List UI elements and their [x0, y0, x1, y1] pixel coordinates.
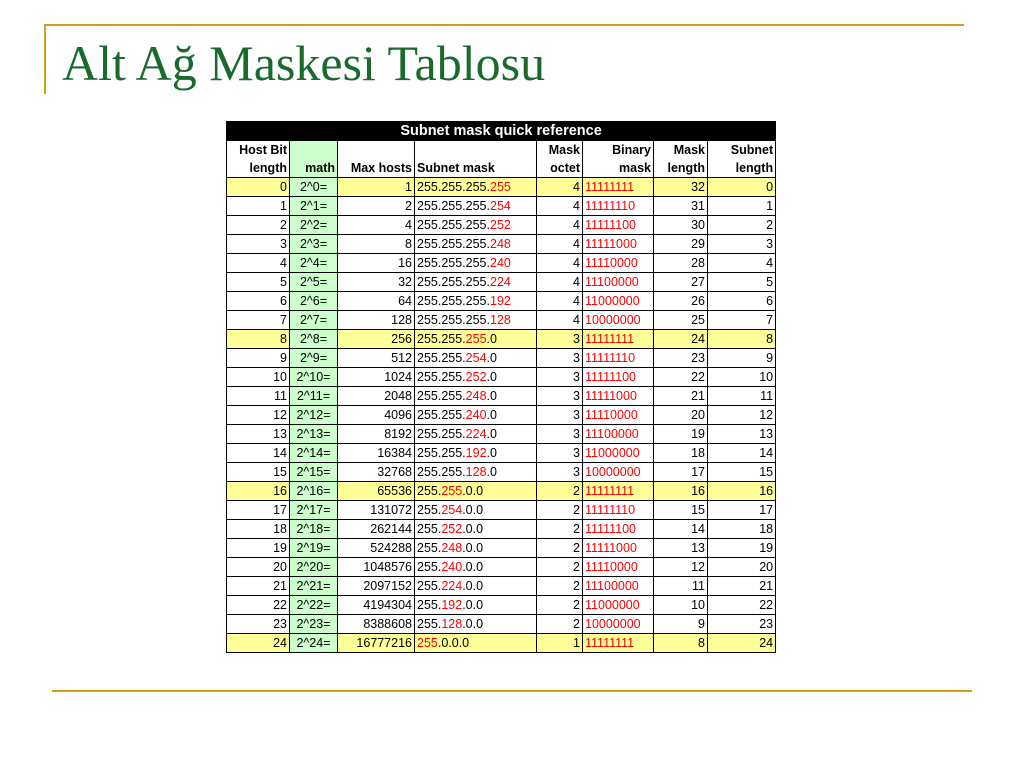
accent-line-top [44, 24, 964, 26]
cell-host-bit-length: 3 [227, 235, 290, 254]
cell-subnet-mask: 255.255.224.0 [415, 425, 537, 444]
cell-host-bit-length: 18 [227, 520, 290, 539]
cell-max-hosts: 4096 [338, 406, 415, 425]
cell-subnet-length: 19 [708, 539, 776, 558]
cell-host-bit-length: 19 [227, 539, 290, 558]
cell-mask-octet: 4 [537, 273, 583, 292]
cell-mask-octet: 2 [537, 520, 583, 539]
table-body [227, 178, 776, 653]
cell-max-hosts: 8192 [338, 425, 415, 444]
cell-subnet-length: 7 [708, 311, 776, 330]
cell-subnet-length: 4 [708, 254, 776, 273]
subnet-table-container [226, 121, 775, 653]
cell-mask-octet: 3 [537, 330, 583, 349]
cell-mask-length: 12 [654, 558, 708, 577]
cell-max-hosts: 16384 [338, 444, 415, 463]
table-row [227, 596, 776, 615]
cell-binary-mask: 11111110 [583, 349, 654, 368]
cell-binary-mask: 11111111 [583, 482, 654, 501]
subnet-mask-table [226, 121, 776, 653]
table-row [227, 349, 776, 368]
cell-binary-mask: 11111000 [583, 539, 654, 558]
table-row [227, 273, 776, 292]
cell-mask-octet: 2 [537, 501, 583, 520]
cell-subnet-length: 2 [708, 216, 776, 235]
cell-mask-length: 9 [654, 615, 708, 634]
cell-subnet-length: 1 [708, 197, 776, 216]
cell-binary-mask: 11110000 [583, 254, 654, 273]
cell-host-bit-length: 8 [227, 330, 290, 349]
cell-host-bit-length: 22 [227, 596, 290, 615]
cell-mask-length: 8 [654, 634, 708, 653]
cell-binary-mask: 11111100 [583, 216, 654, 235]
cell-subnet-length: 21 [708, 577, 776, 596]
header-mask-octet: Mask octet [537, 141, 583, 178]
cell-math: 2^3= [290, 235, 338, 254]
cell-math: 2^4= [290, 254, 338, 273]
cell-mask-length: 24 [654, 330, 708, 349]
cell-max-hosts: 2 [338, 197, 415, 216]
cell-mask-length: 10 [654, 596, 708, 615]
cell-binary-mask: 11000000 [583, 292, 654, 311]
table-banner: Subnet mask quick reference [227, 122, 776, 141]
cell-subnet-length: 17 [708, 501, 776, 520]
cell-mask-octet: 3 [537, 406, 583, 425]
header-binary-mask: Binary mask [583, 141, 654, 178]
cell-host-bit-length: 13 [227, 425, 290, 444]
cell-binary-mask: 11110000 [583, 406, 654, 425]
cell-max-hosts: 65536 [338, 482, 415, 501]
cell-mask-octet: 1 [537, 634, 583, 653]
header-subnet-mask: Subnet mask [415, 141, 537, 178]
cell-max-hosts: 1048576 [338, 558, 415, 577]
cell-mask-length: 22 [654, 368, 708, 387]
cell-subnet-mask: 255.255.240.0 [415, 406, 537, 425]
cell-mask-octet: 2 [537, 596, 583, 615]
table-row [227, 425, 776, 444]
cell-subnet-mask: 255.255.255.128 [415, 311, 537, 330]
table-row [227, 501, 776, 520]
cell-host-bit-length: 24 [227, 634, 290, 653]
table-row [227, 197, 776, 216]
cell-max-hosts: 2097152 [338, 577, 415, 596]
cell-binary-mask: 11100000 [583, 577, 654, 596]
cell-mask-length: 14 [654, 520, 708, 539]
cell-subnet-mask: 255.255.255.255 [415, 178, 537, 197]
cell-mask-octet: 4 [537, 178, 583, 197]
cell-max-hosts: 262144 [338, 520, 415, 539]
cell-mask-length: 23 [654, 349, 708, 368]
cell-subnet-length: 6 [708, 292, 776, 311]
cell-mask-length: 25 [654, 311, 708, 330]
header-subnet-length: Subnet length [708, 141, 776, 178]
cell-subnet-length: 8 [708, 330, 776, 349]
table-row [227, 558, 776, 577]
cell-mask-octet: 2 [537, 558, 583, 577]
cell-subnet-length: 13 [708, 425, 776, 444]
cell-max-hosts: 4 [338, 216, 415, 235]
cell-mask-length: 30 [654, 216, 708, 235]
cell-max-hosts: 524288 [338, 539, 415, 558]
cell-subnet-mask: 255.192.0.0 [415, 596, 537, 615]
cell-math: 2^8= [290, 330, 338, 349]
cell-math: 2^0= [290, 178, 338, 197]
cell-mask-octet: 4 [537, 254, 583, 273]
cell-math: 2^2= [290, 216, 338, 235]
header-mask-length: Mask length [654, 141, 708, 178]
cell-math: 2^18= [290, 520, 338, 539]
cell-math: 2^10= [290, 368, 338, 387]
cell-subnet-length: 14 [708, 444, 776, 463]
cell-binary-mask: 11111000 [583, 235, 654, 254]
cell-mask-octet: 2 [537, 482, 583, 501]
cell-math: 2^6= [290, 292, 338, 311]
table-row [227, 216, 776, 235]
cell-mask-octet: 2 [537, 615, 583, 634]
cell-subnet-length: 22 [708, 596, 776, 615]
table-row [227, 387, 776, 406]
cell-subnet-mask: 255.255.128.0 [415, 463, 537, 482]
cell-subnet-mask: 255.128.0.0 [415, 615, 537, 634]
cell-binary-mask: 11111100 [583, 520, 654, 539]
cell-math: 2^14= [290, 444, 338, 463]
cell-binary-mask: 11100000 [583, 273, 654, 292]
cell-subnet-length: 23 [708, 615, 776, 634]
table-row [227, 539, 776, 558]
cell-subnet-length: 20 [708, 558, 776, 577]
cell-math: 2^16= [290, 482, 338, 501]
cell-math: 2^15= [290, 463, 338, 482]
cell-mask-octet: 4 [537, 292, 583, 311]
cell-subnet-mask: 255.255.0.0 [415, 482, 537, 501]
table-row [227, 615, 776, 634]
cell-subnet-length: 16 [708, 482, 776, 501]
cell-max-hosts: 16 [338, 254, 415, 273]
cell-binary-mask: 11100000 [583, 425, 654, 444]
cell-max-hosts: 1024 [338, 368, 415, 387]
cell-math: 2^21= [290, 577, 338, 596]
cell-host-bit-length: 1 [227, 197, 290, 216]
table-row [227, 254, 776, 273]
cell-host-bit-length: 9 [227, 349, 290, 368]
cell-binary-mask: 10000000 [583, 463, 654, 482]
cell-binary-mask: 10000000 [583, 311, 654, 330]
cell-max-hosts: 32768 [338, 463, 415, 482]
cell-subnet-length: 18 [708, 520, 776, 539]
cell-subnet-mask: 255.255.254.0 [415, 349, 537, 368]
cell-host-bit-length: 11 [227, 387, 290, 406]
table-row [227, 368, 776, 387]
cell-max-hosts: 8 [338, 235, 415, 254]
cell-mask-length: 15 [654, 501, 708, 520]
cell-max-hosts: 131072 [338, 501, 415, 520]
cell-host-bit-length: 5 [227, 273, 290, 292]
cell-math: 2^7= [290, 311, 338, 330]
cell-max-hosts: 32 [338, 273, 415, 292]
cell-host-bit-length: 0 [227, 178, 290, 197]
cell-mask-length: 32 [654, 178, 708, 197]
cell-binary-mask: 11111111 [583, 634, 654, 653]
cell-host-bit-length: 20 [227, 558, 290, 577]
cell-subnet-length: 9 [708, 349, 776, 368]
table-row [227, 463, 776, 482]
cell-subnet-mask: 255.255.255.252 [415, 216, 537, 235]
table-row [227, 577, 776, 596]
header-host-bit-length: Host Bit length [227, 141, 290, 178]
cell-mask-octet: 3 [537, 387, 583, 406]
table-row [227, 444, 776, 463]
cell-max-hosts: 128 [338, 311, 415, 330]
cell-max-hosts: 256 [338, 330, 415, 349]
cell-mask-length: 16 [654, 482, 708, 501]
cell-mask-length: 20 [654, 406, 708, 425]
cell-host-bit-length: 16 [227, 482, 290, 501]
cell-binary-mask: 11111000 [583, 387, 654, 406]
cell-binary-mask: 11111110 [583, 197, 654, 216]
cell-mask-length: 29 [654, 235, 708, 254]
cell-math: 2^20= [290, 558, 338, 577]
cell-math: 2^22= [290, 596, 338, 615]
cell-mask-length: 28 [654, 254, 708, 273]
cell-max-hosts: 64 [338, 292, 415, 311]
cell-mask-length: 11 [654, 577, 708, 596]
table-row [227, 311, 776, 330]
cell-mask-octet: 4 [537, 311, 583, 330]
cell-subnet-mask: 255.255.255.248 [415, 235, 537, 254]
cell-math: 2^17= [290, 501, 338, 520]
cell-mask-length: 31 [654, 197, 708, 216]
cell-subnet-length: 12 [708, 406, 776, 425]
cell-math: 2^19= [290, 539, 338, 558]
cell-subnet-mask: 255.224.0.0 [415, 577, 537, 596]
cell-mask-octet: 3 [537, 444, 583, 463]
cell-subnet-length: 11 [708, 387, 776, 406]
cell-subnet-mask: 255.255.255.0 [415, 330, 537, 349]
cell-mask-octet: 3 [537, 368, 583, 387]
cell-binary-mask: 11111110 [583, 501, 654, 520]
cell-binary-mask: 11111111 [583, 178, 654, 197]
cell-subnet-mask: 255.255.248.0 [415, 387, 537, 406]
cell-math: 2^13= [290, 425, 338, 444]
cell-subnet-mask: 255.252.0.0 [415, 520, 537, 539]
header-max-hosts: Max hosts [338, 141, 415, 178]
cell-mask-octet: 2 [537, 577, 583, 596]
cell-subnet-mask: 255.240.0.0 [415, 558, 537, 577]
cell-subnet-length: 24 [708, 634, 776, 653]
cell-subnet-mask: 255.255.255.240 [415, 254, 537, 273]
cell-mask-length: 18 [654, 444, 708, 463]
cell-math: 2^23= [290, 615, 338, 634]
cell-mask-octet: 2 [537, 539, 583, 558]
cell-host-bit-length: 10 [227, 368, 290, 387]
cell-mask-length: 13 [654, 539, 708, 558]
table-row [227, 520, 776, 539]
cell-max-hosts: 512 [338, 349, 415, 368]
cell-subnet-mask: 255.255.252.0 [415, 368, 537, 387]
cell-subnet-mask: 255.255.192.0 [415, 444, 537, 463]
header-math: math [290, 141, 338, 178]
table-row [227, 482, 776, 501]
table-row [227, 634, 776, 653]
cell-mask-octet: 3 [537, 463, 583, 482]
cell-max-hosts: 16777216 [338, 634, 415, 653]
table-row [227, 330, 776, 349]
cell-max-hosts: 8388608 [338, 615, 415, 634]
accent-line-left [44, 24, 46, 94]
cell-subnet-length: 10 [708, 368, 776, 387]
cell-mask-length: 21 [654, 387, 708, 406]
cell-mask-length: 27 [654, 273, 708, 292]
cell-binary-mask: 11110000 [583, 558, 654, 577]
cell-max-hosts: 1 [338, 178, 415, 197]
accent-line-bottom [52, 690, 972, 692]
cell-subnet-length: 15 [708, 463, 776, 482]
cell-math: 2^9= [290, 349, 338, 368]
cell-host-bit-length: 6 [227, 292, 290, 311]
cell-mask-octet: 4 [537, 197, 583, 216]
cell-subnet-mask: 255.0.0.0 [415, 634, 537, 653]
table-row [227, 235, 776, 254]
cell-subnet-length: 5 [708, 273, 776, 292]
cell-host-bit-length: 14 [227, 444, 290, 463]
cell-subnet-mask: 255.248.0.0 [415, 539, 537, 558]
cell-mask-length: 26 [654, 292, 708, 311]
cell-host-bit-length: 23 [227, 615, 290, 634]
cell-max-hosts: 2048 [338, 387, 415, 406]
cell-host-bit-length: 21 [227, 577, 290, 596]
cell-binary-mask: 11111111 [583, 330, 654, 349]
cell-host-bit-length: 2 [227, 216, 290, 235]
cell-math: 2^12= [290, 406, 338, 425]
table-row [227, 292, 776, 311]
cell-mask-length: 17 [654, 463, 708, 482]
cell-max-hosts: 4194304 [338, 596, 415, 615]
cell-mask-length: 19 [654, 425, 708, 444]
cell-host-bit-length: 7 [227, 311, 290, 330]
slide-title: Alt Ağ Maskesi Tablosu [62, 35, 546, 91]
cell-host-bit-length: 17 [227, 501, 290, 520]
cell-math: 2^24= [290, 634, 338, 653]
cell-binary-mask: 10000000 [583, 615, 654, 634]
cell-math: 2^11= [290, 387, 338, 406]
cell-mask-octet: 3 [537, 349, 583, 368]
cell-subnet-length: 3 [708, 235, 776, 254]
cell-host-bit-length: 4 [227, 254, 290, 273]
cell-subnet-mask: 255.255.255.254 [415, 197, 537, 216]
cell-subnet-mask: 255.255.255.192 [415, 292, 537, 311]
cell-mask-octet: 3 [537, 425, 583, 444]
cell-subnet-mask: 255.255.255.224 [415, 273, 537, 292]
cell-math: 2^5= [290, 273, 338, 292]
cell-host-bit-length: 12 [227, 406, 290, 425]
cell-host-bit-length: 15 [227, 463, 290, 482]
cell-mask-octet: 4 [537, 235, 583, 254]
cell-binary-mask: 11000000 [583, 596, 654, 615]
cell-mask-octet: 4 [537, 216, 583, 235]
cell-subnet-mask: 255.254.0.0 [415, 501, 537, 520]
table-row [227, 178, 776, 197]
cell-math: 2^1= [290, 197, 338, 216]
table-row [227, 406, 776, 425]
cell-binary-mask: 11111100 [583, 368, 654, 387]
cell-binary-mask: 11000000 [583, 444, 654, 463]
cell-subnet-length: 0 [708, 178, 776, 197]
